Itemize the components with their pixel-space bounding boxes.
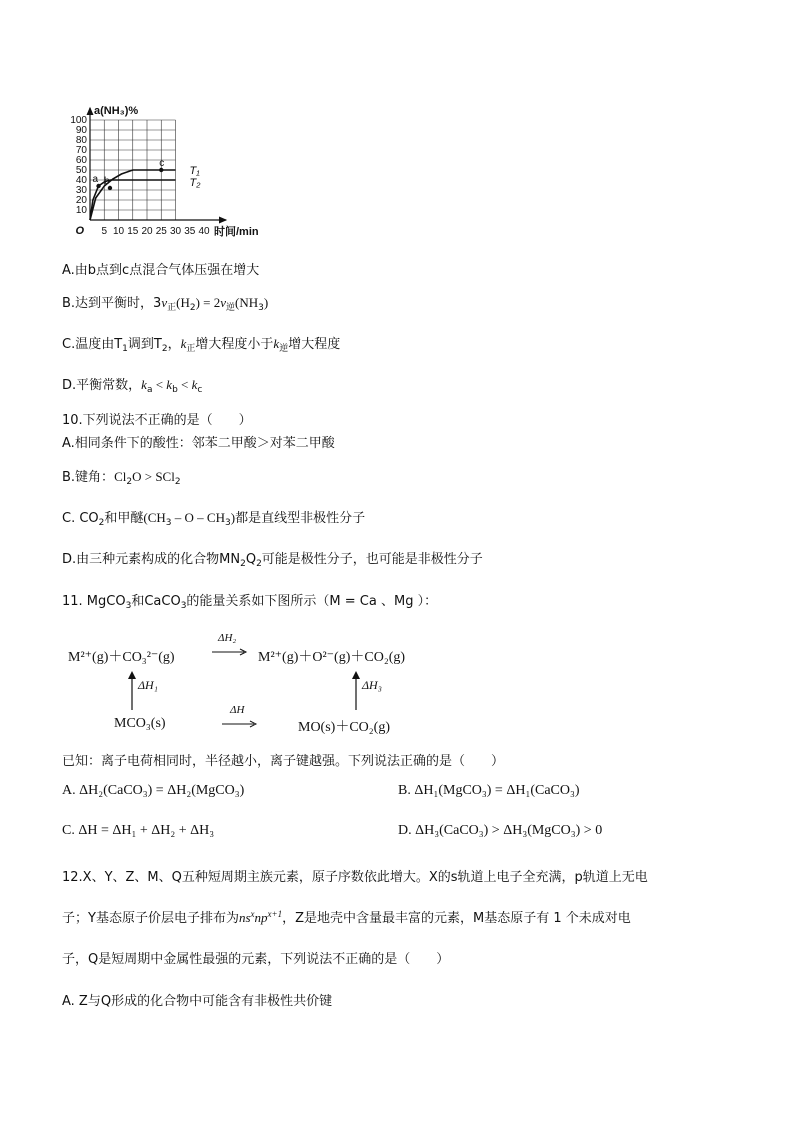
y-tick-label: 40 bbox=[75, 175, 87, 186]
y-tick-label: 50 bbox=[75, 165, 87, 176]
series-label: T₁ bbox=[189, 165, 200, 177]
x-tick-label: 35 bbox=[184, 226, 196, 237]
y-tick-label: 70 bbox=[75, 145, 87, 156]
chart-axes bbox=[90, 108, 226, 220]
q11-option-b: B. ΔH₁(MgCO₃) = ΔH₁(CaCO₃) bbox=[398, 783, 580, 798]
cycle-dh-label: ΔH bbox=[230, 704, 245, 716]
q9-option-a: A.由b点到c点混合气体压强在增大 bbox=[62, 263, 260, 278]
cycle-dh2-arrow-icon bbox=[210, 646, 250, 658]
cycle-dh1-arrow-icon bbox=[126, 670, 138, 712]
x-tick-label: 40 bbox=[198, 226, 210, 237]
q10-option-c: C. $CO_2$和甲醚($CH_3$ – O – $CH_3$)都是直线型非极性分子 bbox=[62, 510, 366, 528]
cycle-dh3-arrow-icon bbox=[350, 670, 362, 712]
q9-option-d: D.平衡常数，$k_a < k_b < k_c$ bbox=[62, 377, 203, 395]
cycle-dh2-label: ΔH₂ bbox=[218, 632, 237, 644]
q10-option-b: B.键角：$Cl_2O > SCl_2$ bbox=[62, 469, 181, 487]
x-axis-label: 时间/min bbox=[214, 226, 259, 238]
q12-line-2: 子；Y基态原子价层电子排布为$ns^xnp^{x+1}$，Z是地壳中含量最丰富的元素，M基态原子有 1 个未成对电 bbox=[62, 909, 631, 926]
cycle-dh1-label: ΔH₁ bbox=[138, 678, 158, 692]
point-label-a: a bbox=[92, 174, 99, 185]
y-tick-label: 20 bbox=[75, 195, 87, 206]
y-tick-label: 60 bbox=[75, 155, 87, 166]
chart-labels bbox=[70, 105, 259, 238]
cycle-top-left: M²⁺(g)＋CO₃²⁻(g) bbox=[68, 650, 175, 665]
cycle-bottom-right: MO(s)＋CO₂(g) bbox=[298, 720, 390, 735]
q12-line-3: 子，Q是短周期中金属性最强的元素，下列说法不正确的是（ ） bbox=[62, 952, 450, 967]
point-label-c: c bbox=[159, 158, 165, 169]
cycle-bottom-left: MCO₃(s) bbox=[114, 716, 166, 731]
y-axis-label: a(NH₃)% bbox=[94, 105, 139, 117]
point-label-b: b bbox=[103, 176, 110, 187]
x-tick-label: 25 bbox=[155, 226, 167, 237]
q10-option-d: D.由三种元素构成的化合物$MN_2Q_2$可能是极性分子，也可能是非极性分子 bbox=[62, 552, 483, 569]
series-label: T₂ bbox=[189, 177, 201, 189]
origin-label: O bbox=[75, 225, 84, 237]
q12-line-1: 12.X、Y、Z、M、Q五种短周期主族元素，原子序数依此增大。X的s轨道上电子全充满，p轨道上无电 bbox=[62, 870, 648, 885]
x-tick-label: 15 bbox=[127, 226, 139, 237]
q11-option-a: A. ΔH₂(CaCO₃) = ΔH₂(MgCO₃) bbox=[62, 783, 245, 798]
x-tick-label: 30 bbox=[169, 226, 182, 237]
cycle-dh3-label: ΔH₃ bbox=[362, 678, 382, 692]
q12-option-a: A. Z与Q形成的化合物中可能含有非极性共价键 bbox=[62, 994, 333, 1009]
q11-known: 已知：离子电荷相同时，半径越小，离子键越强。下列说法正确的是（ ） bbox=[62, 754, 505, 769]
q10-option-a: A.相同条件下的酸性：邻苯二甲酸＞对苯二甲酸 bbox=[62, 436, 335, 451]
y-tick-label: 90 bbox=[75, 125, 87, 136]
q10-stem: 10.下列说法不正确的是（ ） bbox=[62, 413, 252, 428]
q11-stem: 11. MgCO$_3$和CaCO$_3$的能量关系如下图所示（M = Ca 、Mg ）： bbox=[62, 594, 438, 611]
q9-option-c: C.温度由$T_1$调到$T_2$，$k_正$增大程度小于$k_逆$增大程度 bbox=[62, 336, 341, 354]
cycle-top-right: M²⁺(g)＋O²⁻(g)＋CO₂(g) bbox=[258, 650, 406, 665]
q11-option-d: D. ΔH₃(CaCO₃) > ΔH₃(MgCO₃) > 0 bbox=[398, 823, 603, 838]
x-tick-label: 10 bbox=[112, 226, 125, 237]
cycle-dh-arrow-icon bbox=[220, 718, 260, 730]
q9-option-b: B.达到平衡时，$3v_正(H_2) = 2v_逆(NH_3)$ bbox=[62, 295, 269, 313]
y-tick-label: 10 bbox=[75, 205, 87, 216]
y-tick-label: 80 bbox=[75, 135, 87, 146]
nh3-fraction-chart bbox=[58, 92, 308, 252]
q11-option-c: C. ΔH = ΔH₁ + ΔH₂ + ΔH₃ bbox=[62, 823, 215, 838]
y-tick-label: 100 bbox=[70, 115, 87, 126]
x-tick-label: 5 bbox=[101, 226, 108, 237]
energy-cycle-diagram bbox=[62, 630, 462, 740]
y-tick-label: 30 bbox=[75, 185, 87, 196]
x-tick-label: 20 bbox=[141, 226, 153, 237]
